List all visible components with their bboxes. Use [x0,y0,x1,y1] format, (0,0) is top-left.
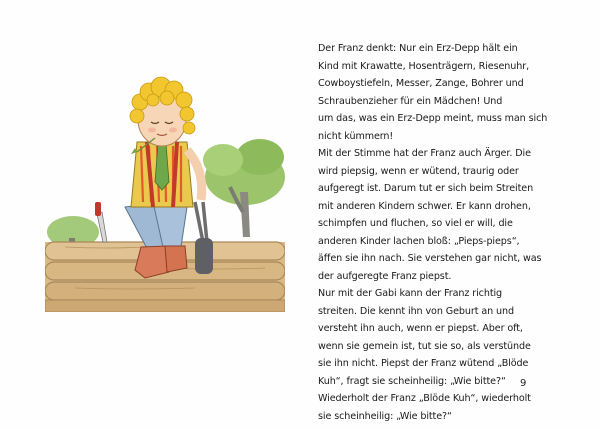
paragraph: Der Franz denkt: Nur ein Erz-Depp hält ein Kind mit Krawatte, Hosenträgern, Riesenuhr, Cowboystiefeln, Messer, Zange, Bohrer und Schraubenzieher für ein Mädchen! Und um das, was ein Erz-Depp meint, muss man sich nicht kümmern! [318,43,548,142]
story-text [318,40,552,425]
page-number: 9 [520,378,527,389]
illustration-boy-on-log-wall [45,42,285,312]
paragraph: Nur mit der Gabi kann der Franz richtig streiten. Die kennt ihn von Geburt an und versteht ihn auch, wenn er piepst. Aber oft, wenn sie gemein ist, tut sie so, als verstünde sie ihn nicht. Piepst der Franz wütend „Blöde Kuh“, fragt sie scheinheilig: „Wie bitte?“ Wiederholt der Franz „Blöde Kuh“, wiederholt sie scheinheilig: „Wie bitte?“ [318,288,531,422]
tree-right [203,139,285,237]
paragraph: Mit der Stimme hat der Franz auch Ärger. Die wird piepsig, wenn er wütend, traurig oder aufgeregt ist. Darum tut er sich beim Streiten mit anderen Kindern schwer. Er kann drohen, schimpfen und fluchen, so viel er will, die anderen Kinder lachen bloß: „Pieps-pieps“, äffen sie ihn nach. Sie verstehen gar nicht, was der aufgeregte Franz piepst. [318,148,542,282]
